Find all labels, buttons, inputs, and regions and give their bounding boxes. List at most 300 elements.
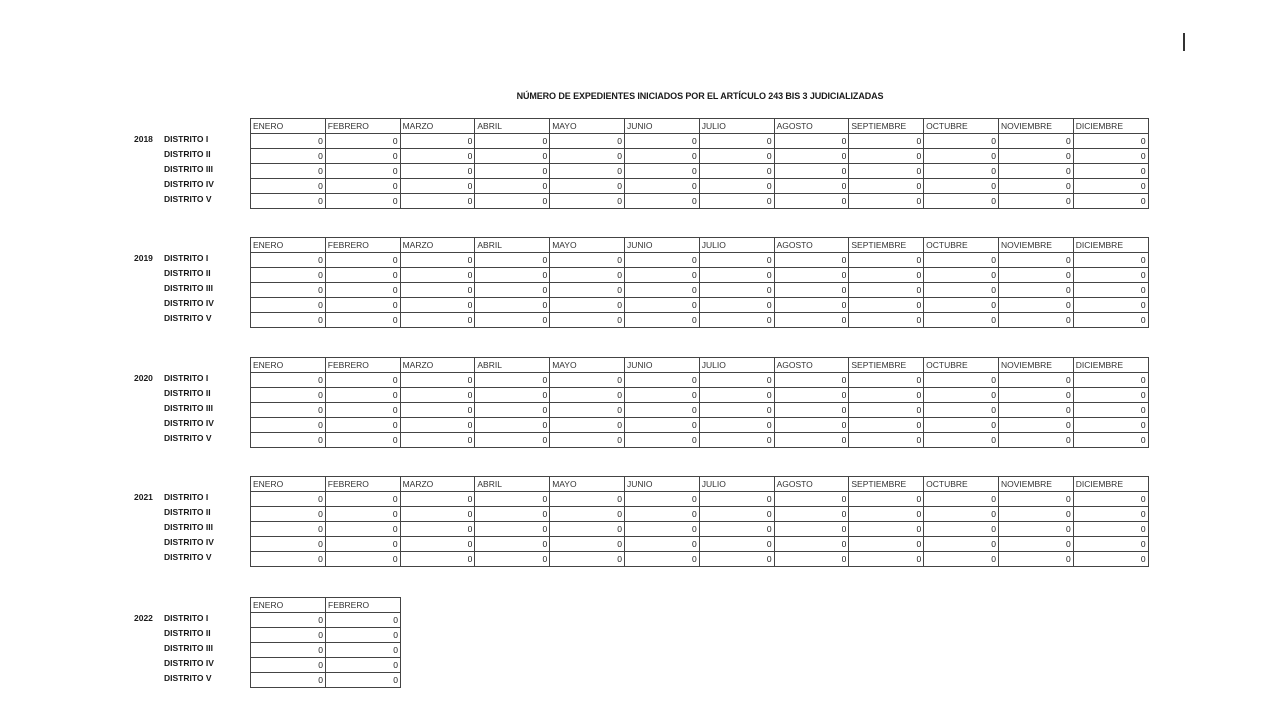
value-cell: 0 xyxy=(998,313,1073,328)
month-header: AGOSTO xyxy=(774,358,849,373)
district-label: DISTRITO V xyxy=(164,313,212,323)
value-cell: 0 xyxy=(251,268,326,283)
value-cell: 0 xyxy=(699,313,774,328)
month-header: AGOSTO xyxy=(774,119,849,134)
district-label: DISTRITO V xyxy=(164,673,212,683)
month-header-row xyxy=(251,477,1149,492)
value-cell: 0 xyxy=(475,179,550,194)
district-label: DISTRITO I xyxy=(164,492,209,502)
value-cell: 0 xyxy=(325,283,400,298)
value-cell: 0 xyxy=(998,253,1073,268)
value-cell: 0 xyxy=(325,522,400,537)
value-cell: 0 xyxy=(624,149,699,164)
district-label: DISTRITO III xyxy=(164,643,213,653)
month-header: MARZO xyxy=(400,238,475,253)
value-cell: 0 xyxy=(699,134,774,149)
value-cell: 0 xyxy=(325,507,400,522)
value-cell: 0 xyxy=(699,373,774,388)
district-label: DISTRITO IV xyxy=(164,179,214,189)
month-header: DICIEMBRE xyxy=(1073,358,1148,373)
value-cell: 0 xyxy=(699,522,774,537)
value-cell: 0 xyxy=(475,298,550,313)
table-row xyxy=(251,418,1149,433)
value-cell: 0 xyxy=(774,492,849,507)
value-cell: 0 xyxy=(475,418,550,433)
value-cell: 0 xyxy=(400,552,475,567)
value-cell: 0 xyxy=(924,537,999,552)
value-cell: 0 xyxy=(325,149,400,164)
table-row xyxy=(251,388,1149,403)
value-cell: 0 xyxy=(699,253,774,268)
value-cell: 0 xyxy=(475,388,550,403)
value-cell: 0 xyxy=(325,552,400,567)
year-label: 2020 xyxy=(134,373,153,383)
value-cell: 0 xyxy=(475,164,550,179)
value-cell: 0 xyxy=(998,179,1073,194)
value-cell: 0 xyxy=(924,179,999,194)
value-cell: 0 xyxy=(251,537,326,552)
value-cell: 0 xyxy=(1073,552,1148,567)
month-header: MARZO xyxy=(400,477,475,492)
value-cell: 0 xyxy=(1073,268,1148,283)
value-cell: 0 xyxy=(1073,403,1148,418)
value-cell: 0 xyxy=(1073,418,1148,433)
table-row xyxy=(251,658,401,673)
district-label: DISTRITO II xyxy=(164,507,211,517)
value-cell: 0 xyxy=(550,268,625,283)
value-cell: 0 xyxy=(251,194,326,209)
year-label: 2018 xyxy=(134,134,153,144)
value-cell: 0 xyxy=(849,418,924,433)
value-cell: 0 xyxy=(924,164,999,179)
value-cell: 0 xyxy=(550,194,625,209)
value-cell: 0 xyxy=(849,134,924,149)
value-cell: 0 xyxy=(699,164,774,179)
district-label: DISTRITO III xyxy=(164,283,213,293)
value-cell: 0 xyxy=(998,134,1073,149)
month-header: MARZO xyxy=(400,119,475,134)
value-cell: 0 xyxy=(251,418,326,433)
value-cell: 0 xyxy=(400,388,475,403)
value-cell: 0 xyxy=(998,283,1073,298)
month-header: NOVIEMBRE xyxy=(998,358,1073,373)
month-header: FEBRERO xyxy=(325,119,400,134)
month-header-row xyxy=(251,238,1149,253)
value-cell: 0 xyxy=(998,268,1073,283)
year-label: 2021 xyxy=(134,492,153,502)
value-cell: 0 xyxy=(624,418,699,433)
value-cell: 0 xyxy=(251,613,326,628)
district-label: DISTRITO I xyxy=(164,613,209,623)
value-cell: 0 xyxy=(624,373,699,388)
table-row xyxy=(251,134,1149,149)
value-cell: 0 xyxy=(1073,149,1148,164)
year-label: 2022 xyxy=(134,613,153,623)
value-cell: 0 xyxy=(1073,373,1148,388)
value-cell: 0 xyxy=(325,268,400,283)
value-cell: 0 xyxy=(550,552,625,567)
value-cell: 0 xyxy=(624,537,699,552)
value-cell: 0 xyxy=(774,149,849,164)
value-cell: 0 xyxy=(998,552,1073,567)
month-header: ENERO xyxy=(251,358,326,373)
value-cell: 0 xyxy=(475,403,550,418)
value-cell: 0 xyxy=(849,194,924,209)
table-row xyxy=(251,149,1149,164)
month-header: MAYO xyxy=(550,477,625,492)
month-header-row xyxy=(251,358,1149,373)
value-cell: 0 xyxy=(849,507,924,522)
value-cell: 0 xyxy=(699,149,774,164)
month-header: JULIO xyxy=(699,238,774,253)
value-cell: 0 xyxy=(400,433,475,448)
district-label: DISTRITO I xyxy=(164,253,209,263)
month-header: ENERO xyxy=(251,238,326,253)
value-cell: 0 xyxy=(400,507,475,522)
month-header: DICIEMBRE xyxy=(1073,477,1148,492)
value-cell: 0 xyxy=(475,507,550,522)
value-cell: 0 xyxy=(550,134,625,149)
month-header: FEBRERO xyxy=(325,238,400,253)
value-cell: 0 xyxy=(699,268,774,283)
month-header: NOVIEMBRE xyxy=(998,238,1073,253)
month-header: MAYO xyxy=(550,358,625,373)
value-cell: 0 xyxy=(251,658,326,673)
month-header: SEPTIEMBRE xyxy=(849,119,924,134)
month-header: DICIEMBRE xyxy=(1073,119,1148,134)
value-cell: 0 xyxy=(849,403,924,418)
value-cell: 0 xyxy=(774,253,849,268)
month-header: MAYO xyxy=(550,119,625,134)
value-cell: 0 xyxy=(475,253,550,268)
value-cell: 0 xyxy=(924,507,999,522)
value-cell: 0 xyxy=(998,403,1073,418)
value-cell: 0 xyxy=(849,433,924,448)
value-cell: 0 xyxy=(400,253,475,268)
month-header: NOVIEMBRE xyxy=(998,119,1073,134)
value-cell: 0 xyxy=(1073,522,1148,537)
value-cell: 0 xyxy=(550,507,625,522)
value-cell: 0 xyxy=(550,253,625,268)
month-header: FEBRERO xyxy=(326,598,401,613)
value-cell: 0 xyxy=(998,164,1073,179)
district-label: DISTRITO V xyxy=(164,194,212,204)
value-cell: 0 xyxy=(550,298,625,313)
table-row xyxy=(251,313,1149,328)
value-cell: 0 xyxy=(624,313,699,328)
value-cell: 0 xyxy=(475,433,550,448)
value-cell: 0 xyxy=(475,313,550,328)
table-row xyxy=(251,628,401,643)
month-header: DICIEMBRE xyxy=(1073,238,1148,253)
value-cell: 0 xyxy=(325,194,400,209)
data-table-2021 xyxy=(250,476,1149,567)
table-row xyxy=(251,164,1149,179)
value-cell: 0 xyxy=(849,373,924,388)
value-cell: 0 xyxy=(774,298,849,313)
value-cell: 0 xyxy=(550,388,625,403)
value-cell: 0 xyxy=(774,194,849,209)
value-cell: 0 xyxy=(325,433,400,448)
district-label: DISTRITO I xyxy=(164,373,209,383)
data-table-2019 xyxy=(250,237,1149,328)
value-cell: 0 xyxy=(400,418,475,433)
value-cell: 0 xyxy=(325,298,400,313)
district-label: DISTRITO II xyxy=(164,628,211,638)
month-header: FEBRERO xyxy=(325,358,400,373)
table-row xyxy=(251,522,1149,537)
value-cell: 0 xyxy=(849,149,924,164)
month-header: ENERO xyxy=(251,598,326,613)
value-cell: 0 xyxy=(325,388,400,403)
value-cell: 0 xyxy=(475,373,550,388)
district-label: DISTRITO II xyxy=(164,388,211,398)
value-cell: 0 xyxy=(251,673,326,688)
value-cell: 0 xyxy=(325,418,400,433)
district-label: DISTRITO IV xyxy=(164,658,214,668)
table-row xyxy=(251,433,1149,448)
value-cell: 0 xyxy=(998,507,1073,522)
month-header: ABRIL xyxy=(475,358,550,373)
value-cell: 0 xyxy=(326,643,401,658)
value-cell: 0 xyxy=(475,552,550,567)
district-label: DISTRITO II xyxy=(164,268,211,278)
value-cell: 0 xyxy=(624,253,699,268)
month-header: ABRIL xyxy=(475,119,550,134)
table-row xyxy=(251,403,1149,418)
value-cell: 0 xyxy=(774,552,849,567)
value-cell: 0 xyxy=(400,522,475,537)
value-cell: 0 xyxy=(550,149,625,164)
value-cell: 0 xyxy=(251,403,326,418)
month-header: JUNIO xyxy=(624,238,699,253)
value-cell: 0 xyxy=(1073,253,1148,268)
table-row xyxy=(251,537,1149,552)
value-cell: 0 xyxy=(251,492,326,507)
district-label: DISTRITO IV xyxy=(164,418,214,428)
month-header: JUNIO xyxy=(624,358,699,373)
value-cell: 0 xyxy=(624,522,699,537)
value-cell: 0 xyxy=(774,283,849,298)
value-cell: 0 xyxy=(699,179,774,194)
value-cell: 0 xyxy=(624,194,699,209)
value-cell: 0 xyxy=(774,134,849,149)
value-cell: 0 xyxy=(624,179,699,194)
value-cell: 0 xyxy=(400,194,475,209)
district-label: DISTRITO IV xyxy=(164,298,214,308)
table-row xyxy=(251,613,401,628)
table-row xyxy=(251,643,401,658)
month-header: ENERO xyxy=(251,477,326,492)
district-label: DISTRITO III xyxy=(164,522,213,532)
text-cursor-mark xyxy=(1183,33,1185,51)
month-header: ABRIL xyxy=(475,477,550,492)
district-label: DISTRITO I xyxy=(164,134,209,144)
value-cell: 0 xyxy=(774,313,849,328)
district-label: DISTRITO V xyxy=(164,552,212,562)
value-cell: 0 xyxy=(550,283,625,298)
value-cell: 0 xyxy=(400,268,475,283)
value-cell: 0 xyxy=(1073,388,1148,403)
value-cell: 0 xyxy=(1073,537,1148,552)
value-cell: 0 xyxy=(400,283,475,298)
value-cell: 0 xyxy=(849,298,924,313)
table-row xyxy=(251,283,1149,298)
value-cell: 0 xyxy=(475,149,550,164)
value-cell: 0 xyxy=(550,403,625,418)
month-header: OCTUBRE xyxy=(924,477,999,492)
value-cell: 0 xyxy=(998,388,1073,403)
value-cell: 0 xyxy=(624,433,699,448)
value-cell: 0 xyxy=(924,149,999,164)
value-cell: 0 xyxy=(849,552,924,567)
value-cell: 0 xyxy=(998,194,1073,209)
value-cell: 0 xyxy=(251,433,326,448)
value-cell: 0 xyxy=(475,134,550,149)
value-cell: 0 xyxy=(699,492,774,507)
value-cell: 0 xyxy=(624,403,699,418)
value-cell: 0 xyxy=(998,373,1073,388)
value-cell: 0 xyxy=(251,134,326,149)
value-cell: 0 xyxy=(1073,507,1148,522)
value-cell: 0 xyxy=(251,522,326,537)
value-cell: 0 xyxy=(774,388,849,403)
value-cell: 0 xyxy=(251,313,326,328)
month-header: JUNIO xyxy=(624,477,699,492)
table-row xyxy=(251,673,401,688)
data-table-2020 xyxy=(250,357,1149,448)
value-cell: 0 xyxy=(475,492,550,507)
month-header: JULIO xyxy=(699,358,774,373)
value-cell: 0 xyxy=(774,179,849,194)
value-cell: 0 xyxy=(400,179,475,194)
value-cell: 0 xyxy=(475,537,550,552)
month-header: ABRIL xyxy=(475,238,550,253)
value-cell: 0 xyxy=(550,418,625,433)
value-cell: 0 xyxy=(624,164,699,179)
district-label: DISTRITO III xyxy=(164,164,213,174)
month-header-row xyxy=(251,598,401,613)
value-cell: 0 xyxy=(699,537,774,552)
month-header: AGOSTO xyxy=(774,238,849,253)
value-cell: 0 xyxy=(325,179,400,194)
value-cell: 0 xyxy=(849,492,924,507)
value-cell: 0 xyxy=(550,492,625,507)
value-cell: 0 xyxy=(849,537,924,552)
value-cell: 0 xyxy=(325,492,400,507)
value-cell: 0 xyxy=(251,373,326,388)
value-cell: 0 xyxy=(998,298,1073,313)
value-cell: 0 xyxy=(998,433,1073,448)
month-header-row xyxy=(251,119,1149,134)
value-cell: 0 xyxy=(624,298,699,313)
district-label: DISTRITO V xyxy=(164,433,212,443)
value-cell: 0 xyxy=(699,388,774,403)
value-cell: 0 xyxy=(400,373,475,388)
value-cell: 0 xyxy=(400,149,475,164)
month-header: SEPTIEMBRE xyxy=(849,238,924,253)
value-cell: 0 xyxy=(924,388,999,403)
value-cell: 0 xyxy=(774,164,849,179)
value-cell: 0 xyxy=(400,537,475,552)
value-cell: 0 xyxy=(326,613,401,628)
value-cell: 0 xyxy=(1073,283,1148,298)
value-cell: 0 xyxy=(475,194,550,209)
value-cell: 0 xyxy=(774,403,849,418)
value-cell: 0 xyxy=(924,313,999,328)
value-cell: 0 xyxy=(924,298,999,313)
value-cell: 0 xyxy=(624,388,699,403)
value-cell: 0 xyxy=(550,373,625,388)
value-cell: 0 xyxy=(1073,194,1148,209)
value-cell: 0 xyxy=(699,283,774,298)
month-header: SEPTIEMBRE xyxy=(849,358,924,373)
month-header: OCTUBRE xyxy=(924,119,999,134)
value-cell: 0 xyxy=(699,552,774,567)
table-row xyxy=(251,373,1149,388)
value-cell: 0 xyxy=(251,643,326,658)
table-row xyxy=(251,552,1149,567)
table-row xyxy=(251,268,1149,283)
table-row xyxy=(251,298,1149,313)
value-cell: 0 xyxy=(624,507,699,522)
value-cell: 0 xyxy=(400,298,475,313)
value-cell: 0 xyxy=(998,537,1073,552)
table-row xyxy=(251,179,1149,194)
table-row xyxy=(251,492,1149,507)
value-cell: 0 xyxy=(699,507,774,522)
value-cell: 0 xyxy=(251,149,326,164)
value-cell: 0 xyxy=(550,537,625,552)
value-cell: 0 xyxy=(325,164,400,179)
value-cell: 0 xyxy=(325,313,400,328)
value-cell: 0 xyxy=(251,298,326,313)
value-cell: 0 xyxy=(849,179,924,194)
value-cell: 0 xyxy=(1073,179,1148,194)
value-cell: 0 xyxy=(624,492,699,507)
value-cell: 0 xyxy=(624,268,699,283)
value-cell: 0 xyxy=(998,149,1073,164)
value-cell: 0 xyxy=(624,552,699,567)
table-row xyxy=(251,507,1149,522)
value-cell: 0 xyxy=(849,268,924,283)
value-cell: 0 xyxy=(1073,134,1148,149)
value-cell: 0 xyxy=(849,164,924,179)
value-cell: 0 xyxy=(251,507,326,522)
value-cell: 0 xyxy=(924,403,999,418)
value-cell: 0 xyxy=(774,537,849,552)
month-header: AGOSTO xyxy=(774,477,849,492)
month-header: MAYO xyxy=(550,238,625,253)
value-cell: 0 xyxy=(1073,298,1148,313)
district-label: DISTRITO IV xyxy=(164,537,214,547)
month-header: JULIO xyxy=(699,119,774,134)
value-cell: 0 xyxy=(924,134,999,149)
value-cell: 0 xyxy=(624,134,699,149)
document-title: NÚMERO DE EXPEDIENTES INICIADOS POR EL ARTÍCULO 243 BIS 3 JUDICIALIZADAS xyxy=(516,91,884,101)
value-cell: 0 xyxy=(325,403,400,418)
value-cell: 0 xyxy=(400,164,475,179)
value-cell: 0 xyxy=(251,388,326,403)
value-cell: 0 xyxy=(924,194,999,209)
value-cell: 0 xyxy=(550,522,625,537)
district-label: DISTRITO II xyxy=(164,149,211,159)
value-cell: 0 xyxy=(774,522,849,537)
month-header: MARZO xyxy=(400,358,475,373)
value-cell: 0 xyxy=(550,313,625,328)
value-cell: 0 xyxy=(849,253,924,268)
value-cell: 0 xyxy=(400,134,475,149)
